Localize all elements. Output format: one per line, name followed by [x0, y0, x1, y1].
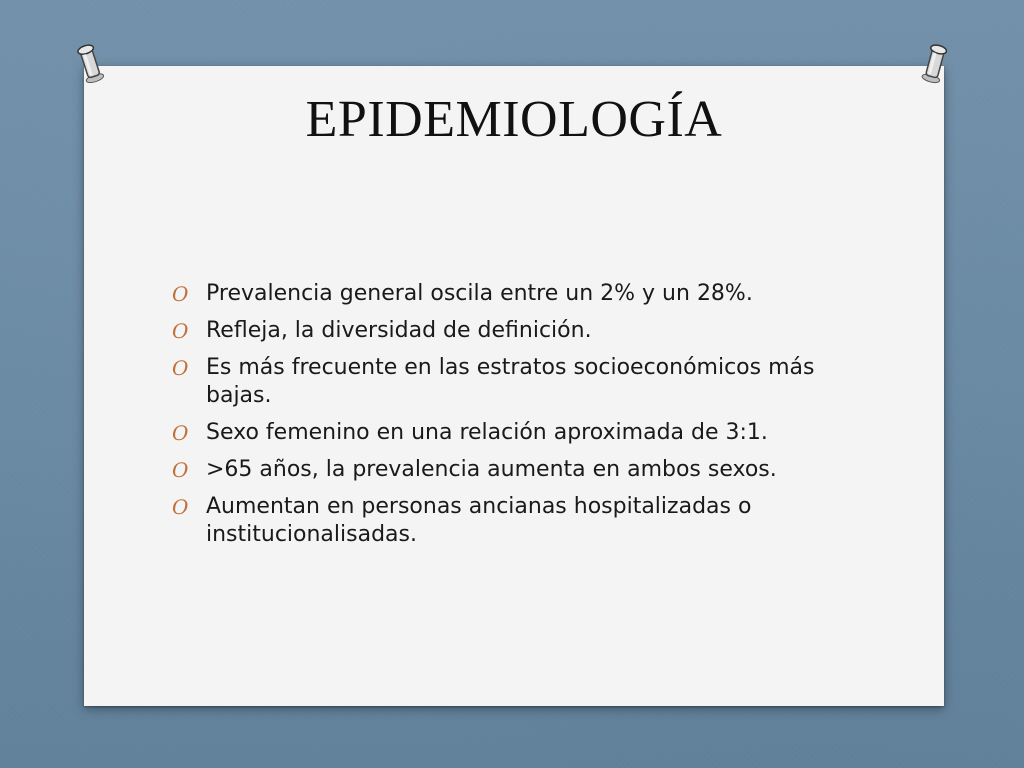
- bullet-marker-icon: O: [172, 495, 189, 519]
- slide-title: EPIDEMIOLOGÍA: [305, 91, 723, 148]
- bullet-item: [172, 354, 852, 410]
- bullet-list: [172, 280, 852, 558]
- bullet-marker-icon: O: [172, 421, 189, 445]
- bullet-item: [172, 280, 852, 308]
- bullet-text: Prevalencia general oscila entre un 2% y un 28%.: [206, 281, 753, 306]
- bullet-item: [172, 419, 852, 447]
- bullet-marker-icon: O: [172, 458, 189, 482]
- bullet-marker-icon: O: [172, 282, 189, 306]
- bullet-text: Refleja, la diversidad de definición.: [206, 318, 592, 343]
- bullet-marker-icon: O: [172, 356, 189, 380]
- bullet-text: Es más frecuente en las estratos socioeconómicos más bajas.: [206, 355, 815, 408]
- bullet-item: [172, 493, 852, 549]
- bullet-item: [172, 317, 852, 345]
- bullet-marker-icon: O: [172, 319, 189, 343]
- bullet-text: Aumentan en personas ancianas hospitalizadas o institucionalisadas.: [206, 494, 752, 547]
- bullet-text: >65 años, la prevalencia aumenta en ambos sexos.: [206, 457, 777, 482]
- bullet-text: Sexo femenino en una relación aproximada de 3:1.: [206, 420, 768, 445]
- bullet-item: [172, 456, 852, 484]
